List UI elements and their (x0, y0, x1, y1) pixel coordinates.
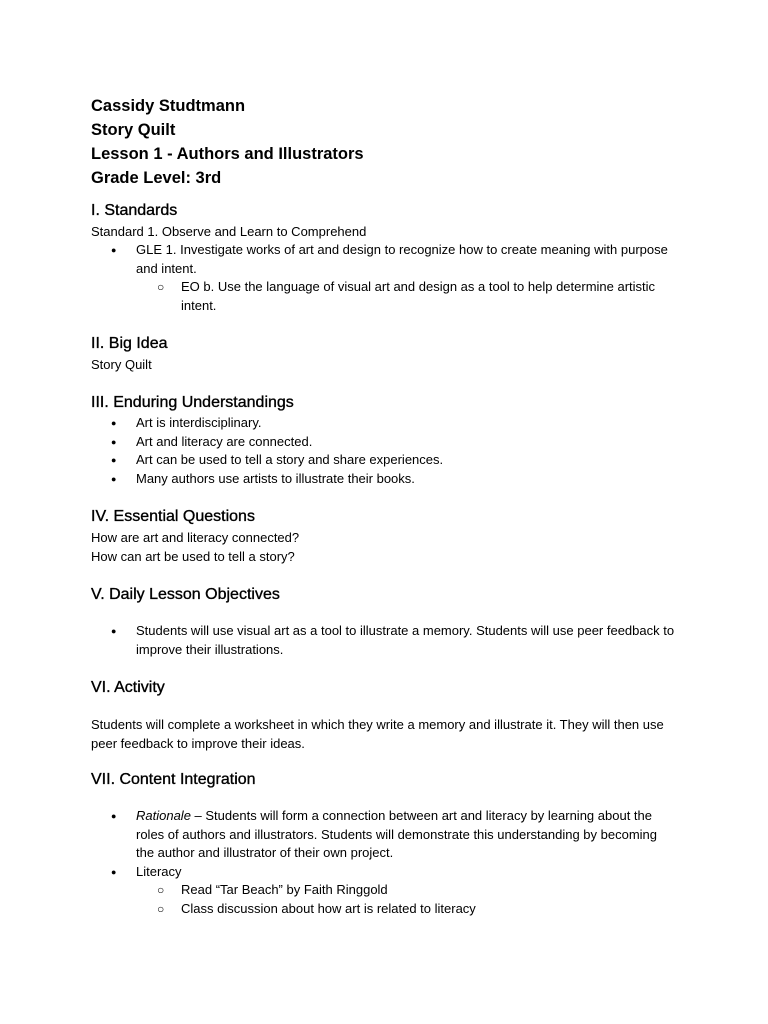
questions-heading: IV. Essential Questions (91, 508, 255, 525)
lesson-title: Lesson 1 - Authors and Illustrators (91, 145, 364, 163)
big-idea-text: Story Quilt (91, 357, 152, 372)
activity-text: Students will complete a worksheet in which they write a memory and illustrate it. They will then use peer feedback to improve their ideas. (91, 717, 664, 751)
section-activity (91, 677, 691, 753)
grade-level: Grade Level: 3rd (91, 169, 222, 187)
rationale-text: – Students will form a connection between art and literacy by learning about the roles of authors and illustrators. Students will demonstrate this understanding by becoming the author and illustrator of their own project. (136, 808, 658, 860)
rationale-label: Rationale (136, 808, 191, 823)
objectives-heading: V. Daily Lesson Objectives (91, 586, 280, 603)
section-standards (91, 200, 691, 315)
section-content-integration (91, 769, 691, 918)
document-page (91, 94, 691, 918)
standard-text: Standard 1. Observe and Learn to Comprehend (91, 224, 367, 239)
list-item: ● Art is interdisciplinary. (91, 414, 676, 433)
section-big-idea (91, 333, 691, 374)
list-item: ● Many authors use artists to illustrate their books. (91, 470, 676, 489)
question-text: How are art and literacy connected? (91, 530, 300, 545)
standards-heading: I. Standards (91, 202, 178, 219)
eo-item: ○ EO b. Use the language of visual art and design as a tool to help determine artistic intent. (91, 278, 681, 315)
question-text: How can art be used to tell a story? (91, 549, 295, 564)
literacy-subitem: ○ Read “Tar Beach” by Faith Ringgold (91, 881, 681, 900)
unit-title: Story Quilt (91, 121, 176, 139)
content-heading: VII. Content Integration (91, 771, 256, 788)
list-item: ● Art can be used to tell a story and share experiences. (91, 451, 676, 470)
section-essential-questions (91, 506, 691, 566)
list-item: ● Art and literacy are connected. (91, 433, 676, 452)
big-idea-heading: II. Big Idea (91, 335, 168, 352)
objective-item: ● Students will use visual art as a tool to illustrate a memory. Students will use peer feedback to improve their illustrations. (91, 622, 676, 659)
rationale-item (91, 807, 676, 863)
gle-item: ● GLE 1. Investigate works of art and design to recognize how to create meaning with purpose and intent. (91, 241, 676, 278)
enduring-heading: III. Enduring Understandings (91, 394, 294, 411)
literacy-subitem: ○ Class discussion about how art is related to literacy (91, 900, 681, 919)
author-name: Cassidy Studtmann (91, 97, 246, 115)
section-objectives (91, 584, 691, 659)
section-enduring-understandings (91, 392, 691, 488)
literacy-item: ● Literacy (91, 863, 676, 882)
document-header (91, 94, 691, 190)
activity-heading: VI. Activity (91, 679, 165, 696)
